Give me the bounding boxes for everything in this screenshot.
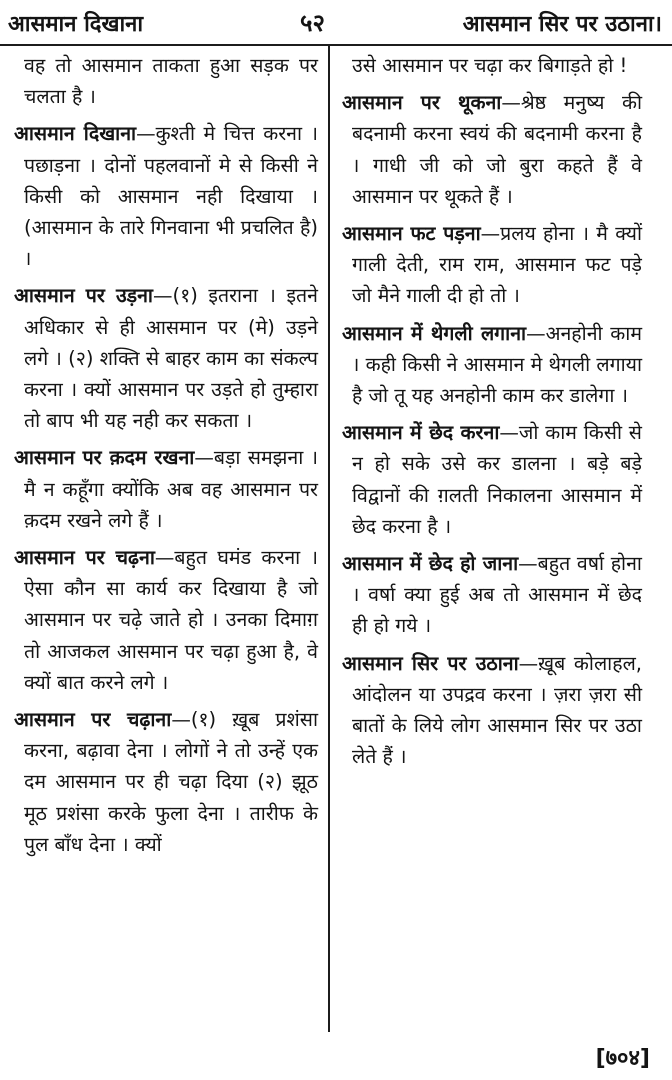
entry-headword: आसमान में छेद करना <box>342 421 500 445</box>
entry-headword: आसमान में छेद हो जाना <box>342 552 519 576</box>
entry-text: —बहुत वर्षा होना । वर्षा क्या हुई अब तो आसमान में छेद ही हो गये । <box>352 552 642 638</box>
entry-headword: आसमान फट पड़ना <box>342 222 481 246</box>
dictionary-entry <box>14 280 318 436</box>
right-column <box>342 50 642 778</box>
entry-text: —(१) ख़ूब प्रशंसा करना, बढ़ावा देना । लोगों ने तो उन्हें एक दम आसमान पर ही चढ़ा दिया (२) झूठ मूठ प्रशंसा करके फुला देना । तारीफ के पुल बाँध देना । क्यों <box>24 708 318 856</box>
dictionary-entry <box>342 318 642 412</box>
entry-text: —ख़ूब कोलाहल, आंदोलन या उपद्रव करना । ज़रा ज़रा सी बातों के लिये लोग आसमान सिर पर उठा लेते हैं । <box>352 651 642 769</box>
entry-text: —जो काम किसी से न हो सके उसे कर डालना । बड़े बड़े विद्वानों की ग़लती निकालना आसमान में छेद करना है । <box>352 421 642 538</box>
left-column <box>14 50 318 866</box>
entry-text: —बड़ा समझना । मै न कहूँगा क्योंकि अब वह आसमान पर क़दम रखने लगे हैं । <box>24 446 318 532</box>
dictionary-entry <box>342 548 642 642</box>
page-number: ५२ <box>300 9 325 37</box>
entry-text: —श्रेष्ठ मनुष्य की बदनामी करना स्वयं की बदनामी करना है । गाधी जी को जो बुरा कहते हैं वे आसमान पर थूकते हैं । <box>352 91 642 208</box>
entry-headword: आसमान पर चढ़ना <box>14 546 155 570</box>
column-divider <box>328 46 330 1032</box>
entry-text: वह तो आसमान ताकता हुआ सड़क पर चलता है । <box>24 54 318 109</box>
dictionary-entry <box>14 118 318 274</box>
dictionary-entry <box>342 417 642 542</box>
entry-headword: आसमान में थेगली लगाना <box>342 321 527 345</box>
entry-headword: आसमान सिर पर उठाना <box>342 651 519 675</box>
dictionary-entry <box>14 542 318 698</box>
entry-headword: आसमान पर क़दम रखना <box>14 446 195 470</box>
header-left-guideword: आसमान दिखाना <box>8 12 144 37</box>
entry-text: —अनहोनी काम । कही किसी ने आसमान मे थेगली लगाया है जो तू यह अनहोनी काम कर डालेगा । <box>352 321 642 408</box>
running-header <box>0 0 672 46</box>
entry-headword: आसमान दिखाना <box>14 122 137 146</box>
dictionary-entry <box>14 442 318 536</box>
entry-headword: आसमान पर उड़ना <box>14 284 153 308</box>
dictionary-entry <box>14 704 318 860</box>
entry-headword: आसमान पर चढ़ाना <box>14 708 172 732</box>
entry-text: उसे आसमान पर चढ़ा कर बिगाड़ते हो ! <box>352 54 628 77</box>
dictionary-entry <box>342 648 642 773</box>
entry-text: —(१) इतराना । इतने अधिकार से ही आसमान पर (मे) उड़ने लगे । (२) शक्ति से बाहर काम का संकल्प करना । क्यों आसमान पर उड़ते हो तुम्हारा तो बाप भी यह नही कर सकता । <box>24 284 318 433</box>
entry-text: —प्रलय होना । मै क्यों गाली देती, राम राम, आसमान फट पड़े जो मैने गाली दी हो तो । <box>352 222 643 308</box>
entry-text: —बहुत घमंड करना । ऐसा कौन सा कार्य कर दिखाया है जो आसमान पर चढ़े जाते हो । उनका दिमाग़ तो आजकल आसमान पर चढ़ा हुआ है, वे क्यों बात करने लगे । <box>24 546 318 694</box>
header-right-guideword: आसमान सिर पर उठाना। <box>462 12 662 37</box>
entry-text: —कुश्ती मे चित्त करना । पछाड़ना । दोनों पहलवानों मे से किसी ने किसी को आसमान नही दिखाया । (आसमान के तारे गिनवाना भी प्रचलित है) । <box>24 122 318 271</box>
entry-continuation <box>342 50 642 81</box>
dictionary-entry <box>342 218 642 312</box>
entry-continuation <box>14 50 318 112</box>
footer-code: [७०४] <box>595 1046 650 1071</box>
entry-headword: आसमान पर थूकना <box>342 91 502 115</box>
dictionary-entry <box>342 87 642 212</box>
